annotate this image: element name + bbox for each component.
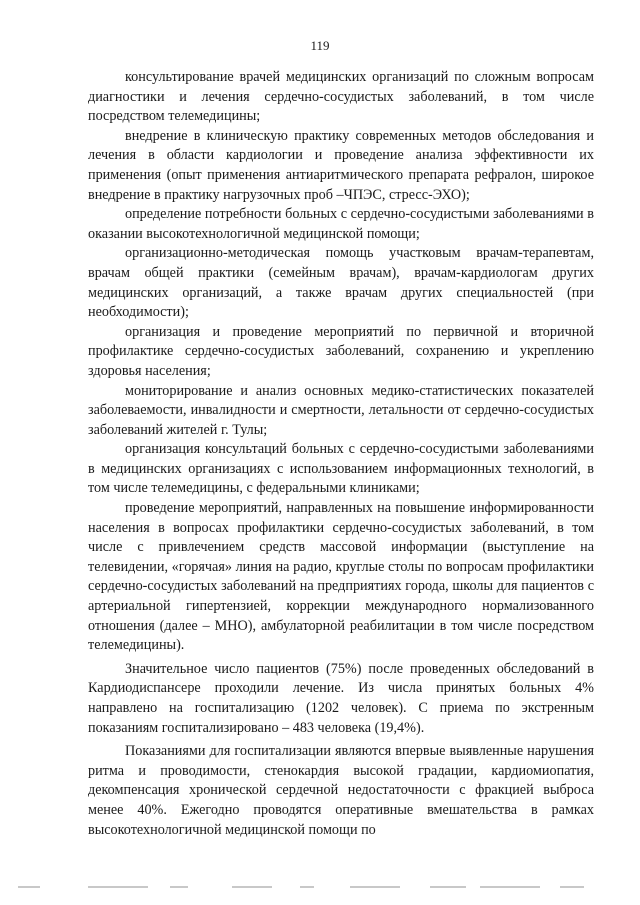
scan-artifact-strip [0,886,640,892]
paragraph: организационно-методическая помощь участковым врачам-терапевтам, врачам общей практики (семейным врачам), врачам-кардиологам других медицинских организаций, а также врачам других специальностей (при необходимости); [88,245,594,321]
page-number: 119 [310,38,330,53]
paragraph: Показаниями для госпитализации являются впервые выявленные нарушения ритма и проводимости, стенокардия высокой градации, кардиомиопатия, декомпенсация хронической сердечной недостаточности с фракцией выброса менее 40%. Ежегодно проводятся оперативные вмешательства в рамках высокотехнологичной медицинской помощи по [88,743,594,838]
paragraph: определение потребности больных с сердечно-сосудистыми заболеваниями в оказании высокотехнологичной медицинской помощи; [88,206,594,242]
paragraph: внедрение в клиническую практику современных методов обследования и лечения в области кардиологии и проведение анализа эффективности их применения (опыт применения антиаритмического препарата рефралон, широкое внедрение в практику нагрузочных проб –ЧПЭС, стресс-ЭХО); [88,127,594,203]
paragraph: организация консультаций больных с сердечно-сосудистыми заболеваниями в медицинских организациях с использованием информационных технологий, в том числе телемедицины, с федеральными клиниками; [88,441,594,497]
paragraph: Значительное число пациентов (75%) после проведенных обследований в Кардиодиспансере проходили лечение. Из числа принятых больных 4% направлено на госпитализацию (1202 человек). С приема по экстренным показаниям госпитализировано – 483 человека (19,4%). [88,660,594,736]
paragraph: мониторирование и анализ основных медико-статистических показателей заболеваемости, инвалидности и смертности, летальности от сердечно-сосудистых заболеваний жителей г. Тулы; [88,382,594,438]
paragraph: проведение мероприятий, направленных на повышение информированности населения в вопросах профилактики сердечно-сосудистых заболеваний, в том числе с привлечением средств массовой информации (выступление на телевидении, «горячая» линия на радио, круглые столы по вопросам профилактики сердечно-сосудистых заболеваний на предприятиях города, школы для пациентов с артериальной гипертензией, коррекции международного нормализованного отношения (далее – МНО), амбулаторной реабилитации в том числе посредством телемедицины). [88,500,594,654]
paragraph: консультирование врачей медицинских организаций по сложным вопросам диагностики и лечения сердечно-сосудистых заболеваний, в том числе посредством телемедицины; [88,69,594,125]
paragraph: организация и проведение мероприятий по первичной и вторичной профилактике сердечно-сосудистых заболеваний, сохранению и укреплению здоровья населения; [88,323,594,379]
page-body [88,68,594,840]
